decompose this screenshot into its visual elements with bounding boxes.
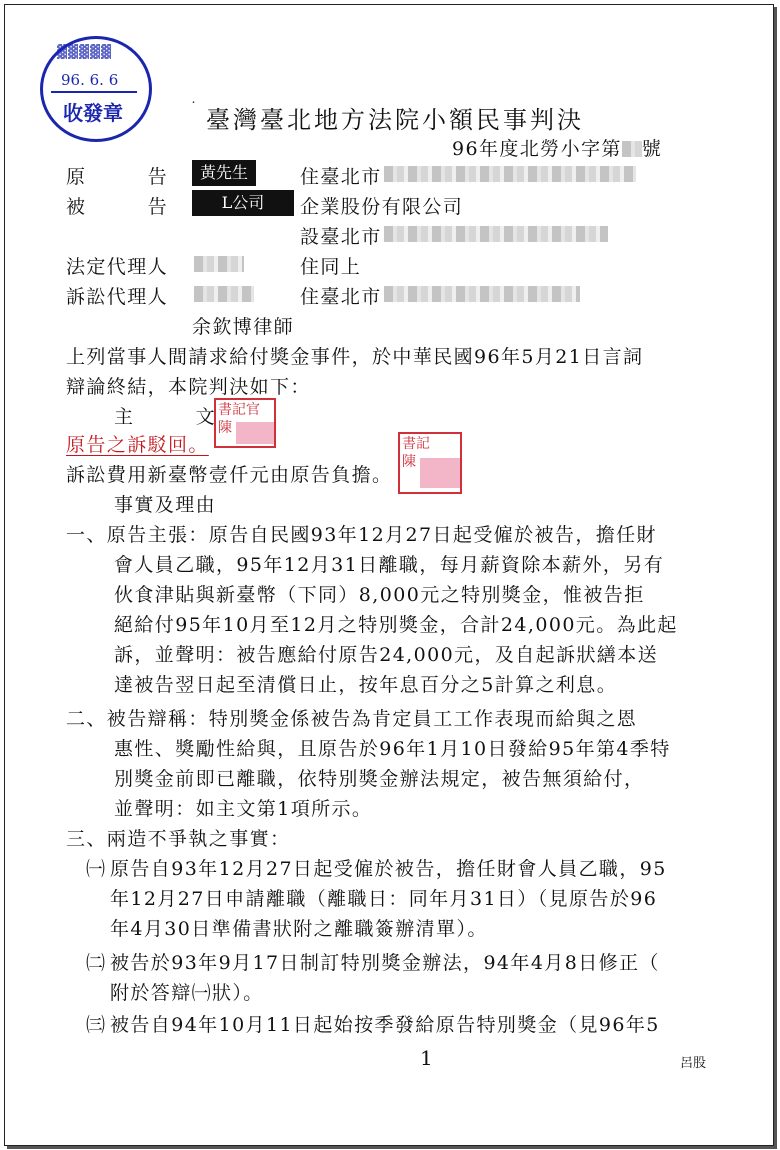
court-title: 臺灣臺北地方法院小額民事判決 xyxy=(206,106,584,134)
receipt-seal: ▓▓▓▓▓ 96. 6. 6 收發章 xyxy=(40,36,152,142)
division-code: 呂股 xyxy=(680,1056,707,1071)
legal-rep-label: 法定代理人 xyxy=(66,256,169,278)
section-1-line: 達被告翌日起至清償日止，按年息百分之5計算之利息。 xyxy=(114,674,618,696)
clerk-stamp-1-title: 書記官 xyxy=(218,402,260,418)
fact-3-mark: ㈢ xyxy=(86,1014,107,1036)
case-number-suffix: 號 xyxy=(641,138,663,160)
facts-heading: 事實及理由 xyxy=(114,494,217,516)
section-2-line: 並聲明：如主文第1項所示。 xyxy=(114,798,373,820)
receipt-seal-label: 收發章 xyxy=(63,101,123,125)
defendant-label: 被 告 xyxy=(66,196,169,218)
clerk-stamp-2-title: 書記 xyxy=(402,436,430,452)
fact-1-mark: ㈠ xyxy=(86,858,107,880)
clerk-stamp-2-surname: 陳 xyxy=(402,454,416,470)
redacted-number xyxy=(622,141,642,157)
section-2-line: 二、被告辯稱：特別獎金係被告為肯定員工工作表現而給與之恩 xyxy=(66,708,638,730)
page-number: 1 xyxy=(420,1046,433,1070)
case-number xyxy=(452,134,662,161)
fact-3-line: 被告自94年10月11日起始按季發給原告特別獎金（見96年5 xyxy=(110,1014,660,1036)
section-1-line: 訴，並聲明：被告應給付原告24,000元，及自起訴狀繕本送 xyxy=(114,644,659,666)
section-1-line: 一、原告主張：原告自民國93年12月27日起受僱於被告，擔任財 xyxy=(66,524,657,546)
redacted-counsel-address xyxy=(384,286,580,302)
fact-1-line: 年12月27日申請離職（離職日：同年月31日）（見原告於96 xyxy=(110,888,658,910)
case-number-text: 96年度北勞小字第 xyxy=(452,138,622,160)
fact-2-line: 被告於93年9月17日制訂特別獎金辦法，94年4月8日修正（ xyxy=(110,952,660,974)
counsel-label: 訴訟代理人 xyxy=(66,286,169,308)
defendant-name: L公司 xyxy=(192,190,294,216)
fact-2-mark: ㈡ xyxy=(86,952,107,974)
fact-1-line: 年4月30日準備書狀附之離職簽辦清單）。 xyxy=(110,918,488,940)
fact-1-line: 原告自93年12月27日起受僱於被告，擔任財會人員乙職，95 xyxy=(110,858,667,880)
counsel-address-label: 住臺北市 xyxy=(300,286,382,308)
redacted-counsel xyxy=(194,286,254,302)
section-1-line: 絕給付95年10月至12月之特別獎金，合計24,000元。為此起 xyxy=(114,614,678,636)
redacted-legal-rep xyxy=(194,256,244,272)
redacted-plaintiff-address xyxy=(384,166,636,182)
defendant-company: 企業股份有限公司 xyxy=(300,196,464,218)
section-2-line: 惠性、獎勵性給與，且原告於96年1月10日發給95年第4季特 xyxy=(114,738,671,760)
fact-2-line: 附於答辯㈠狀）。 xyxy=(110,982,264,1004)
plaintiff-address-label: 住臺北市 xyxy=(300,166,382,188)
defendant-address-label: 設臺北市 xyxy=(300,226,382,248)
receipt-seal-date: 96. 6. 6 xyxy=(61,71,119,89)
section-3-line: 三、兩造不爭執之事實： xyxy=(66,828,291,850)
section-1-line: 會人員乙職，95年12月31日離職，每月薪資除本薪外，另有 xyxy=(114,554,665,576)
redacted-defendant-address xyxy=(384,226,608,242)
ruling-1: 原告之訴駁回。 xyxy=(66,434,209,456)
header-mark: ˙ xyxy=(190,100,197,116)
plaintiff-name: 黃先生 xyxy=(192,160,256,186)
intro-line-1: 上列當事人間請求給付獎金事件，於中華民國96年5月21日言詞 xyxy=(66,346,644,368)
clerk-stamp-1-surname: 陳 xyxy=(218,420,232,436)
redacted-clerk-name-2 xyxy=(420,458,460,488)
redacted-clerk-name-1 xyxy=(236,422,274,444)
ruling-2: 訴訟費用新臺幣壹仟元由原告負擔。 xyxy=(66,464,393,486)
main-heading: 主 文 xyxy=(114,406,217,428)
section-2-line: 別獎金前即已離職，依特別獎金辦法規定，被告無須給付， xyxy=(114,768,645,790)
legal-rep-address: 住同上 xyxy=(300,256,362,278)
counsel-name: 余欽博律師 xyxy=(192,316,295,338)
plaintiff-label: 原 告 xyxy=(66,166,169,188)
intro-line-2: 辯論終結，本院判決如下： xyxy=(66,376,311,398)
section-1-line: 伙食津貼與新臺幣（下同）8,000元之特別獎金，惟被告拒 xyxy=(114,584,645,606)
